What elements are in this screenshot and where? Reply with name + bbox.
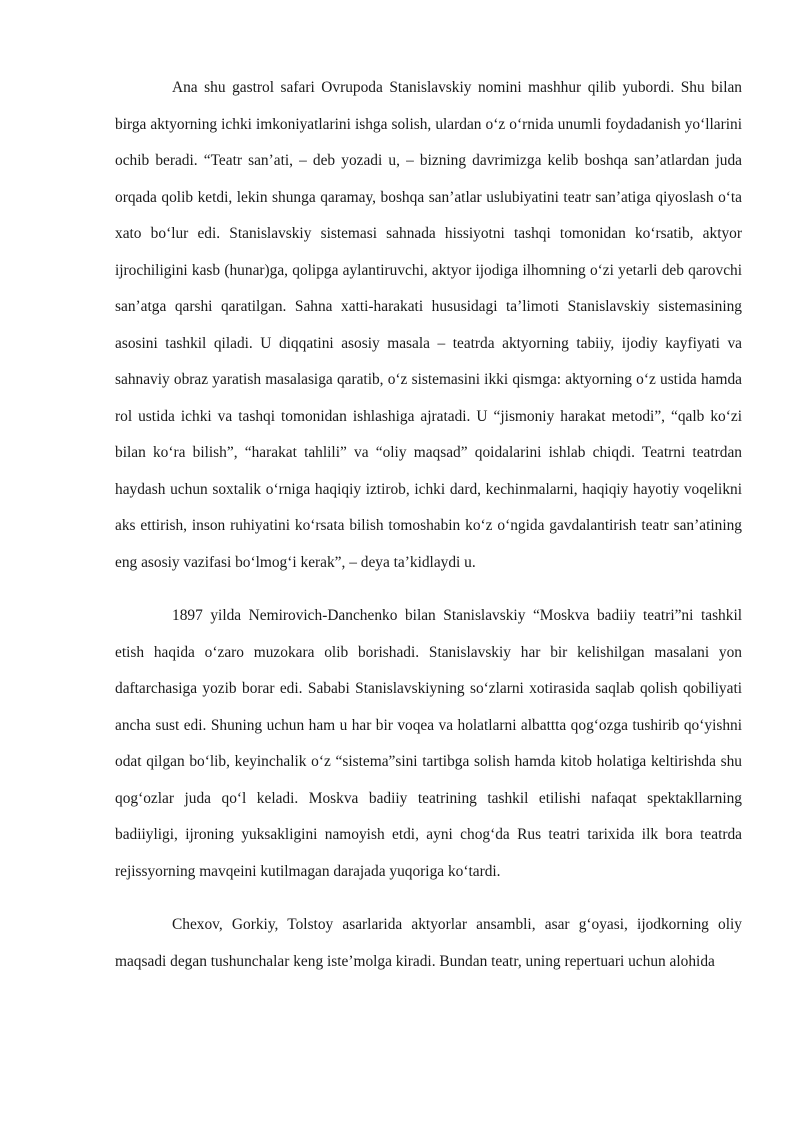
paragraph-2: 1897 yilda Nemirovich-Danchenko bilan Stanislavskiy “Moskva badiiy teatri”ni tashkil etish haqida o‘zaro muzokara olib borishadi. Stanislavskiy har bir kelishilgan masalani yon daftarchasiga yozib borar edi. Sababi Stanislavskiyning so‘zlarni xotirasida saqlab qolish qobiliyati ancha sust edi. Shuning uchun ham u har bir voqea va holatlarni albattta qog‘ozga tushirib qo‘yishni odat qilgan bo‘lib, keyinchalik o‘z “sistema”sini tartibga solish hamda kitob holatiga keltirishda shu qog‘ozlar juda qo‘l keladi. Moskva badiiy teatrining tashkil etilishi nafaqat spektakllarning badiiyligi, ijroning yuksakligini namoyish etdi, ayni chog‘da Rus teatri tarixida ilk bora teatrda rejissyorning mavqeini kutilmagan darajada yuqoriga ko‘tardi. — [115, 607, 742, 880]
document-body — [115, 70, 742, 980]
paragraph-3: Chexov, Gorkiy, Tolstoy asarlarida aktyorlar ansambli, asar g‘oyasi, ijodkorning oliy maqsadi degan tushunchalar keng iste’molga kiradi. Bundan teatr, uning repertuari uchun alohida — [115, 916, 742, 970]
paragraph-1: Ana shu gastrol safari Ovrupoda Stanislavskiy nomini mashhur qilib yubordi. Shu bilan birga aktyorning ichki imkoniyatlarini ishga solish, ulardan o‘z o‘rnida unumli foydadanish yo‘llarini ochib beradi. “Teatr san’ati, – deb yozadi u, – bizning davrimizga kelib boshqa san’atlardan juda orqada qolib ketdi, lekin shunga qaramay, boshqa san’atlar uslubiyatini teatr san’atiga qiyoslash o‘ta xato bo‘lur edi. Stanislavskiy sistemasi sahnada hissiyotni tashqi tomonidan ko‘rsatib, aktyor ijrochiligini kasb (hunar)ga, qolipga aylantiruvchi, aktyor ijodiga ilhomning o‘zi yetarli deb qarovchi san’atga qarshi qaratilgan. Sahna xatti-harakati hususidagi ta’limoti Stanislavskiy sistemasining asosini tashkil qiladi. U diqqatini asosiy masala – teatrda aktyorning tabiiy, ijodiy kayfiyati va sahnaviy obraz yaratish masalasiga qaratib, o‘z sistemasini ikki qismga: aktyorning o‘z ustida hamda rol ustida ichki va tashqi tomonidan ishlashiga ajratadi. U “jismoniy harakat metodi”, “qalb ko‘zi bilan ko‘ra bilish”, “harakat tahlili” va “oliy maqsad” qoidalarini ishlab chiqdi. Teatrni teatrdan haydash uchun soxtalik o‘rniga haqiqiy iztirob, ichki dard, kechinmalarni, haqiqiy hayotiy voqelikni aks ettirish, inson ruhiyatini ko‘rsata bilish tomoshabin ko‘z o‘ngida gavdalantirish teatr san’atining eng asosiy vazifasi bo‘lmog‘i kerak”, – deya ta’kidlaydi u. — [115, 79, 742, 571]
